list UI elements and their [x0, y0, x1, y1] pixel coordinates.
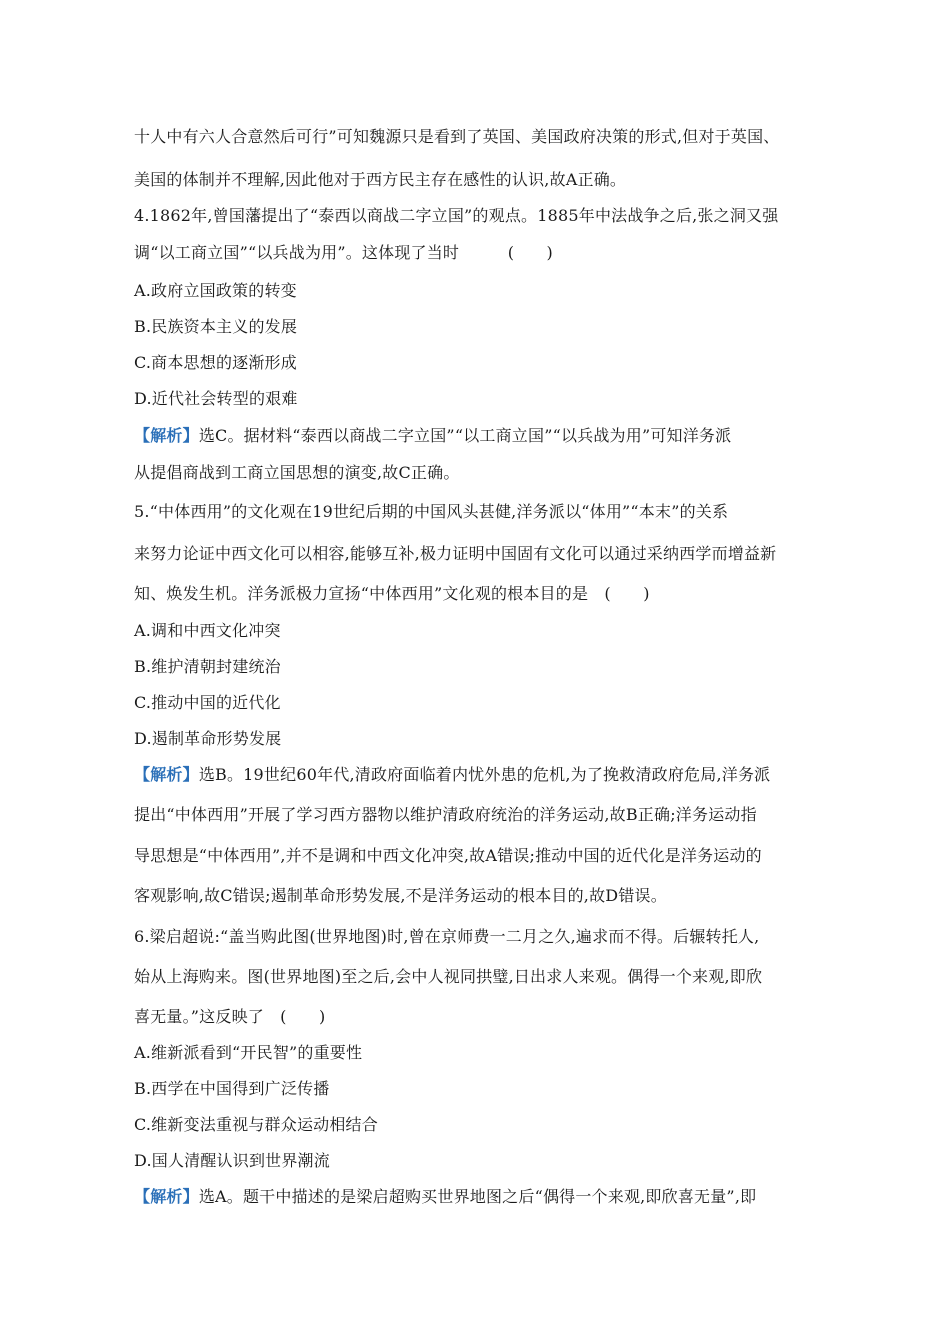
- analysis-text: 选C。据材料“泰西以商战二字立国”“以工商立国”“以兵战为用”可知洋务派: [198, 426, 732, 445]
- option-c: C.商本思想的逐渐形成: [134, 353, 297, 372]
- analysis-text: 选B。19世纪60年代,清政府面临着内忧外患的危机,为了挽救清政府危局,洋务派: [198, 765, 771, 784]
- question-4-stem: 4.1862年,曾国藩提出了“泰西以商战二字立国”的观点。1885年中法战争之后,张之洞又强: [134, 206, 779, 225]
- option-d: D.遏制革命形势发展: [134, 729, 282, 748]
- question-5-stem: 5.“中体西用”的文化观在19世纪后期的中国风头甚健,洋务派以“体用”“本末”的关系: [134, 502, 729, 521]
- question-6-stem: 6.梁启超说:“盖当购此图(世界地图)时,曾在京师费一二月之久,遍求而不得。后辗转托人,: [134, 927, 760, 946]
- analysis-text: 选A。题干中描述的是梁启超购买世界地图之后“偶得一个来观,即欣喜无量”,即: [198, 1187, 757, 1206]
- analysis-line: [134, 426, 834, 446]
- analysis-tag: 【解析】: [134, 765, 199, 784]
- analysis-tag: 【解析】: [134, 426, 199, 445]
- option-c: C.推动中国的近代化: [134, 693, 281, 712]
- text-line: 从提倡商战到工商立国思想的演变,故C正确。: [134, 463, 460, 482]
- text-line: 美国的体制并不理解,因此他对于西方民主存在感性的认识,故A正确。: [134, 170, 627, 189]
- analysis-line: [134, 1187, 834, 1207]
- option-a: A.政府立国政策的转变: [134, 281, 297, 300]
- question-5-stem: 知、焕发生机。洋务派极力宣扬“中体西用”文化观的根本目的是 ( ): [134, 584, 650, 603]
- option-a: A.调和中西文化冲突: [134, 621, 281, 640]
- analysis-tag: 【解析】: [134, 1187, 199, 1206]
- option-c: C.维新变法重视与群众运动相结合: [134, 1115, 378, 1134]
- option-b: B.维护清朝封建统治: [134, 657, 281, 676]
- question-6-stem: 始从上海购来。图(世界地图)至之后,会中人视同拱璧,日出求人来观。偶得一个来观,即欣: [134, 967, 763, 986]
- option-b: B.西学在中国得到广泛传播: [134, 1079, 330, 1098]
- option-a: A.维新派看到“开民智”的重要性: [134, 1043, 363, 1062]
- text-line: 导思想是“中体西用”,并不是调和中西文化冲突,故A错误;推动中国的近代化是洋务运动的: [134, 846, 762, 865]
- option-d: D.近代社会转型的艰难: [134, 389, 298, 408]
- question-6-stem: 喜无量。”这反映了 ( ): [134, 1007, 326, 1026]
- analysis-line: [134, 765, 834, 785]
- option-b: B.民族资本主义的发展: [134, 317, 298, 336]
- question-4-stem: 调“以工商立国”“以兵战为用”。这体现了当时 ( ): [134, 243, 554, 262]
- text-line: 十人中有六人合意然后可行”可知魏源只是看到了英国、美国政府决策的形式,但对于英国、: [134, 127, 780, 146]
- option-d: D.国人清醒认识到世界潮流: [134, 1151, 330, 1170]
- text-line: 提出“中体西用”开展了学习西方器物以维护清政府统治的洋务运动,故B正确;洋务运动指: [134, 805, 757, 824]
- question-5-stem: 来努力论证中西文化可以相容,能够互补,极力证明中国固有文化可以通过采纳西学而增益新: [134, 544, 777, 563]
- text-line: 客观影响,故C错误;遏制革命形势发展,不是洋务运动的根本目的,故D错误。: [134, 886, 667, 905]
